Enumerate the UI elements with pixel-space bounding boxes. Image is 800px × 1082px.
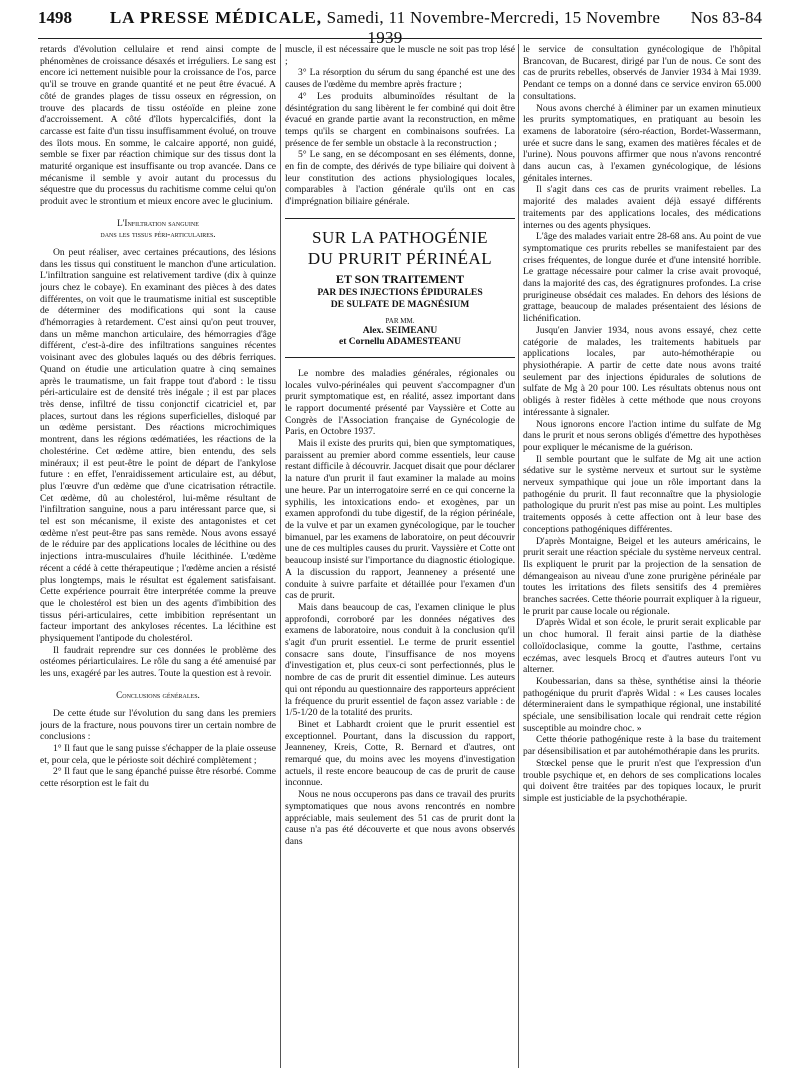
column-1 (40, 44, 276, 1074)
issue-number: Nos 83-84 (690, 8, 762, 27)
paragraph: 3° La résorption du sérum du sang épanché est une des causes de l'œdème du membre après fracture ; (285, 67, 515, 91)
paragraph: Le nombre des maladies générales, régionales ou locales vulvo-périnéales qui peuvent s'accompagner d'un prurit symptomatique est, en réalité, assez important dans le rapport documenté présenté par Vayssière et Cotte au Congrès de l'Association française de Gynécologie de Paris, en Octobre 1937. (285, 367, 515, 438)
paragraph: Il s'agit dans ces cas de prurits vraiment rebelles. La majorité des malades avaient déjà essayé différents traitements par des applications locales, des médications internes ou des agents physiques. (523, 184, 761, 231)
heading-line: L'Infiltration sanguine (117, 217, 199, 228)
paragraph: le service de consultation gynécologique de l'hôpital Brancovan, de Bucarest, dirigé par l'un de nous. Ce sont des cas de prurits rebelles, observés de Janvier 1934 à Mai 1939. Pendant ce temps on a donné dans ce service environ 65.000 consultations. (523, 44, 761, 102)
paragraph: Nous ignorons encore l'action intime du sulfate de Mg dans le prurit et nous serons obligés d'émettre des hypothèses pour expliquer le mécanisme de la guérison. (523, 418, 761, 453)
paragraph: 2° Il faut que le sang épanché puisse être résorbé. Comme cette résorption est le fait du (40, 766, 276, 790)
article-subtitle-line: PAR DES INJECTIONS ÉPIDURALES (317, 286, 483, 298)
heading-line: dans les tissus péri-articulaires. (100, 228, 216, 239)
article-subtitle: ET SON TRAITEMENT (335, 271, 465, 286)
article-title-line: DU PRURIT PÉRINÉAL (307, 248, 493, 268)
paragraph: muscle, il est nécessaire que le muscle ne soit pas trop lésé ; (285, 44, 515, 67)
issue-dates: Samedi, 11 Novembre-Mercredi, 15 Novembre 1939 (326, 8, 661, 47)
byline-par: PAR MM. (385, 316, 415, 325)
column-3 (523, 44, 761, 1074)
paragraph: Mais dans beaucoup de cas, l'examen clinique le plus approfondi, corroboré par les données négatives des examens de laboratoire, nous conduit à la conclusion qu'il s'agit d'un prurit essentiel. Le terme de prurit essentiel consacre sans doute, l'insuffisance de nos moyens d'investigation et, plus ceux-ci sont perfectionnés, plus le nombre de cas de prurit dit essentiel diminue. Les auteurs qui ont répondu au questionnaire des rapporteurs apprécient la fréquence du prurit essentiel de façon assez variable : de 1/5-1/20 de la totalité des prurits. (285, 601, 515, 719)
paragraph: D'après Montaigne, Beigel et les auteurs américains, le prurit serait une réaction spéciale du système nerveux central. Ils expliquent le prurit par la projection de la sensation de démangeaison au niveau d'une zone prurigène périnéale par toutes les irritations des filets sensitifs des 4 premières branches sacrées. Cette théorie pourrait expliquer à la rigueur, le prurit par cause locale ou régionale. (523, 535, 761, 617)
section-heading: Conclusions générales. (116, 689, 200, 700)
page-number: 1498 (38, 8, 72, 27)
author: Alex. SEIMEANU (362, 325, 438, 336)
journal-name: LA PRESSE MÉDICALE, (109, 8, 322, 27)
paragraph: De cette étude sur l'évolution du sang dans les premiers jours de la fracture, nous pouvons tirer un certain nombre de conclusions : (40, 707, 276, 743)
paragraph: Koubessarian, dans sa thèse, synthétise ainsi la théorie pathogénique du prurit d'après Widal : « Les causes locales détermineraient dans le sympathique régional, une instabilité spéciale, une sensibilisation locale qui rendrait cette région susceptible au moindre choc. » (523, 675, 761, 734)
paragraph: 1° Il faut que le sang puisse s'échapper de la plaie osseuse et, pour cela, que le périoste soit déchiré complètement ; (40, 742, 276, 766)
paragraph: Nous avons cherché à éliminer par un examen minutieux les prurits symptomatiques, en pratiquant au besoin les examens de laboratoire (séro-réaction, Bordet-Wassermann, urée et sucre dans le sang, examen des matières fécales et de l'urine). Nous pouvons affirmer que nous n'avons rencontré dans aucun cas, à l'examen gynécologique, de lésions génitales internes. (523, 102, 761, 184)
paragraph: Jusqu'en Janvier 1934, nous avons essayé, chez cette catégorie de malades, les traitements habituels par applications locales, par auto-hémothérapie ou physiothérapie. A partir de cette date nous avons traité seulement par des injections épidurales de solutions de sulfate de Mg à 20 pour 100. Les résultats obtenus nous ont obligés à rester fidèles à cette méthode que nous croyons intéressante à signaler. (523, 324, 761, 418)
column-divider (280, 44, 281, 1068)
page-header (38, 8, 762, 47)
paragraph: L'âge des malades variait entre 28-68 ans. Au point de vue symptomatique ces prurits rebelles se manifestaient par des crises fréquentes, de longue durée et d'une intensité horrible. Le grattage nécessaire pour calmer la crise avait provoqué, dans la majorité des cas, des égratignures profondes. La crise prurigineuse obsédait ces malades. En dehors des lésions de grattage, beaucoup de malades présentaient des lésions de lichénification. (523, 231, 761, 325)
article-title-line: SUR LA PATHOGÉNIE (311, 227, 488, 247)
paragraph: D'après Widal et son école, le prurit serait explicable par un choc humoral. Il ferait ainsi partie de la diathèse colloïdoclasique, comme la goutte, l'asthme, certains eczémas, avec lesquels Brocq et d'autres auteurs l'ont vu alterner. (523, 617, 761, 676)
column-2 (285, 44, 515, 1074)
paragraph: Cette théorie pathogénique reste à la base du traitement par désensibilisation et par autohémothérapie dans les prurits. (523, 734, 761, 758)
article-subtitle-line: DE SULFATE DE MAGNÉSIUM (330, 298, 470, 310)
paragraph: Binet et Labhardt croient que le prurit essentiel est exceptionnel. Pourtant, dans la discussion du rapport, Jeanneney, Kreis, Cotte, R. Bernard et d'autres, ont remarqué que, du moins avec les moyens d'investigation actuels, il reste encore beaucoup de cas de prurit de cause inconnue. (285, 718, 515, 789)
paragraph: Mais il existe des prurits qui, bien que symptomatiques, paraissent au premier abord comme essentiels, leur cause restant difficile à découvrir. Jacquet disait que pour déclarer la nature d'un prurit il faut examiner la malade au moins une heure. Par un interrogatoire serré en ce qui concerne la syphilis, les intoxications endo- et exogènes, par un examen approfondi du tube digestif, de la région périnéale, de la vulve et par un examen gynécologique, par le toucher bimanuel, par les examens de laboratoire, on peut découvrir une de ces multiples causes du prurit. Vayssière et Cotte ont beaucoup insisté sur l'importance du diagnostic étiologique. A la discussion du rapport, Jeanneney a présenté une conduite à suivre parfaite et détaillée pour l'examen d'un cas de prurit. (285, 438, 515, 602)
column-divider (518, 44, 519, 1068)
article-heading (285, 218, 515, 358)
paragraph: Il faudrait reprendre sur ces données le problème des ostéomes périarticulaires. Le rôle du sang a été amenuisé par les uns, exagéré par les autres. Toute la question est à revoir. (40, 644, 276, 680)
paragraph: Stœckel pense que le prurit n'est que l'expression d'un trouble psychique et, en dehors de ses complications locales qui doivent être traitées par des topiques locaux, le prurit simple est justiciable de la psychothérapie. (523, 757, 761, 804)
header-rule (38, 38, 762, 39)
paragraph: Nous ne nous occuperons pas dans ce travail des prurits symptomatiques que nous avons rencontrés en nombre appréciable, mais seulement des 51 cas de prurit dont la cause n'a pas été découverte et que nous avons observés dans (285, 789, 515, 847)
paragraph: Il semble pourtant que le sulfate de Mg ait une action sédative sur le système nerveux et surtout sur le système nerveux sympathique qui joue un rôle important dans la pathogénie du prurit. Il faut reconnaître que la physiologie pathologique du prurit n'est pas mise au point. Les multiples traitements opposés à cette affection ont à leur base des conceptions pathogéniques différentes. (523, 453, 761, 535)
paragraph: 4° Les produits albuminoïdes résultant de la désintégration du sang libèrent le fer combiné qui doit être évacué en grande partie avant la reconstruction, en même temps qu'ils se chargent en combinaisons soufrées. La présence de fer semble un obstacle à la reconstruction ; (285, 90, 515, 149)
paragraph: On peut réaliser, avec certaines précautions, des lésions dans les tissus qui constituent le manchon d'une articulation. L'infiltration sanguine est relativement tardive (dix à quinze jours chez le cobaye). En examinant des pièces à des dates différentes, on voit que le traumatisme initial est susceptible de déterminer des modifications qui sont la cause d'hémorragies à retardement. C'est ainsi qu'on peut trouver, dans un même manchon articulaire, des hémorragies d'âge différent, c'est-à-dire des infiltrations sanguines récentes voisinant avec des globules laqués ou des débris ferriques. Quand on étudie une articulation quatre à cinq semaines après le traumatisme, un fait frappe tout d'abord : le tissu péri-articulaire est de densité très inégale ; il est par places très dense, infiltré de tissu conjonctif cicatriciel et, par places, surtout dans les régions superficielles, disloqué par un œdème persistant. Des réactions microchimiques montrent, dans les régions œdématiées, les réactions de la cholestérine. Cet œdème attire, bien entendu, des sels minéraux; il est peut-être le point de départ de l'ankylose future : en effet, l'enraidissement articulaire est, au début, plus l'œuvre d'un œdème que d'une cicatrisation rétractile. Cet œdème, dû au cholestérol, lui-même résultant de l'infiltration sanguine, nous a paru intéressant parce que, si tel est son mécanisme, il existe des antagonistes et cet œdème n'est peut-être pas sans remède. Nous avons essayé de le réduire par des applications locales de lécithine ou des injections intra-musculaires d'huile lécithinée. L'œdème récent a cédé à cette thérapeutique ; l'œdème ancien a résisté plus longtemps, mais le résultat est également satisfaisant. Cette expérience pourrait être interprétée comme la preuve que le cholestérol est bien un des agents d'imbibition des tissus péri-articulaires, cette imbibition représentant un facteur important des ankyloses récentes. La lécithine est physiquement l'antipode du cholestérol. (40, 246, 276, 645)
section-heading (40, 218, 276, 240)
paragraph: 5° Le sang, en se décomposant en ses éléments, donne, en fin de compte, des dérivés de type biliaire qui doivent à leur constitution des actions physiologiques locales, comparables à l'action générale qu'ils ont en cas d'imprégnation biliaire générale. (285, 149, 515, 208)
journal-title (98, 8, 672, 48)
paragraph: retards d'évolution cellulaire et rend ainsi compte de phénomènes de croissance désaxés et irréguliers. Le sang est encore ici nettement nuisible pour la croissance de l'os, parce qu'il se trouve en grande quantité et ne peut être évacué. A côté de grandes plages de tissu osseux en régression, on trouve des placards de tissu ostéoïde en pleine zone d'accroissement. A côté d'îlots hypercalcifiés, dont la carcasse est faite d'un tissu insuffisamment évolué, on trouve des îlots mous. En somme, le calcaire apporté, non guidé, semble se fixer par réaction chimique sur des tissus dont la maturité organique est insuffisante ou trop avancée. Dans ce mécanisme il semble y avoir autant du processus du séquestre que du processus du rachitisme comme celui qu'on produit avec le strontium et mieux encore avec le glucinium. (40, 44, 276, 208)
author: et Cornellu ADAMESTEANU (339, 337, 461, 348)
